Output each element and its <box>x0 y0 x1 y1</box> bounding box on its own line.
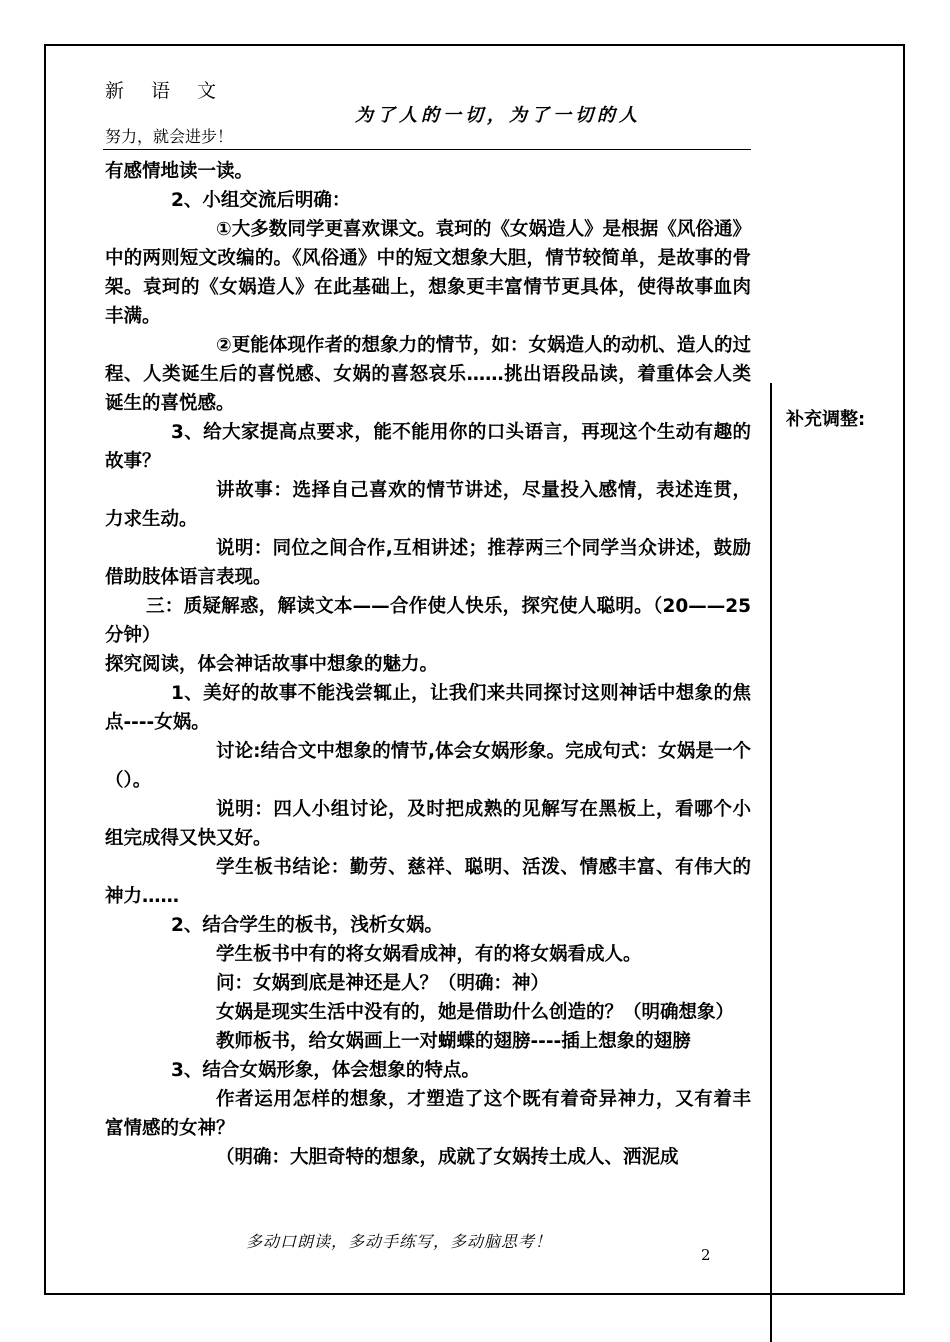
margin-note-label: 补充调整: <box>786 409 866 430</box>
body-paragraph: 学生板书中有的将女娲看成神，有的将女娲看成人。 <box>216 944 642 965</box>
body-paragraph: 三：质疑解惑，解读文本——合作使人快乐，探究使人聪明。（20——25分钟） <box>105 596 751 646</box>
body-paragraph: 探究阅读，体会神话故事中想象的魅力。 <box>105 654 439 675</box>
body-paragraph: 2、小组交流后明确： <box>171 190 351 211</box>
margin-column-divider <box>770 383 772 1342</box>
lesson-body <box>105 157 751 1172</box>
body-paragraph: 讲故事：选择自己喜欢的情节讲述，尽量投入感情，表述连贯，力求生动。 <box>105 480 751 530</box>
body-paragraph: ①大多数同学更喜欢课文。袁珂的《女娲造人》是根据《风俗通》中的两则短文改编的。《风俗通》中的短文想象大胆，情节较简单，是故事的骨架。袁珂的《女娲造人》在此基础上，想象更丰富情节更具体，使得故事血肉丰满。 <box>105 219 751 327</box>
body-paragraph: 教师板书，给女娲画上一对蝴蝶的翅膀----插上想象的翅膀 <box>216 1031 691 1052</box>
body-paragraph: 作者运用怎样的想象，才塑造了这个既有着奇异神力，又有着丰富情感的女神？ <box>105 1089 751 1139</box>
header-title: 新语文 <box>105 80 244 102</box>
body-paragraph: 1、美好的故事不能浅尝辄止，让我们来共同探讨这则神话中想象的焦点----女娲。 <box>105 683 751 733</box>
body-paragraph: 有感情地读一读。 <box>105 161 254 182</box>
header-divider <box>103 149 751 150</box>
body-paragraph: 女娲是现实生活中没有的，她是借助什么创造的？（明确想象） <box>216 1002 735 1023</box>
body-paragraph: 3、结合女娲形象，体会想象的特点。 <box>171 1060 480 1081</box>
body-paragraph: 学生板书结论：勤劳、慈祥、聪明、活泼、情感丰富、有伟大的神力…… <box>105 857 751 907</box>
body-paragraph: ②更能体现作者的想象力的情节，如：女娲造人的动机、造人的过程、人类诞生后的喜悦感、女娲的喜怒哀乐……挑出语段品读，着重体会人类诞生的喜悦感。 <box>105 335 751 414</box>
header-slogan: 为了人的一切，为了一切的人 <box>355 105 641 126</box>
footer-slogan: 多动口朗读，多动手练写，多动脑思考！ <box>246 1232 553 1251</box>
header-motto: 努力，就会进步！ <box>105 127 234 146</box>
body-paragraph: 2、结合学生的板书，浅析女娲。 <box>171 915 443 936</box>
body-paragraph: （明确：大胆奇特的想象，成就了女娲抟土成人、洒泥成 <box>216 1147 679 1168</box>
body-paragraph: 3、给大家提高点要求，能不能用你的口头语言，再现这个生动有趣的故事？ <box>105 422 751 472</box>
body-paragraph: 讨论:结合文中想象的情节,体会女娲形象。完成句式：女娲是一个（）。 <box>105 741 751 791</box>
body-paragraph: 说明：同位之间合作,互相讲述；推荐两三个同学当众讲述，鼓励借助肢体语言表现。 <box>105 538 751 588</box>
body-paragraph: 说明：四人小组讨论，及时把成熟的见解写在黑板上，看哪个小组完成得又快又好。 <box>105 799 751 849</box>
body-paragraph: 问：女娲到底是神还是人？（明确：神） <box>216 973 550 994</box>
page-number: 2 <box>701 1246 711 1264</box>
